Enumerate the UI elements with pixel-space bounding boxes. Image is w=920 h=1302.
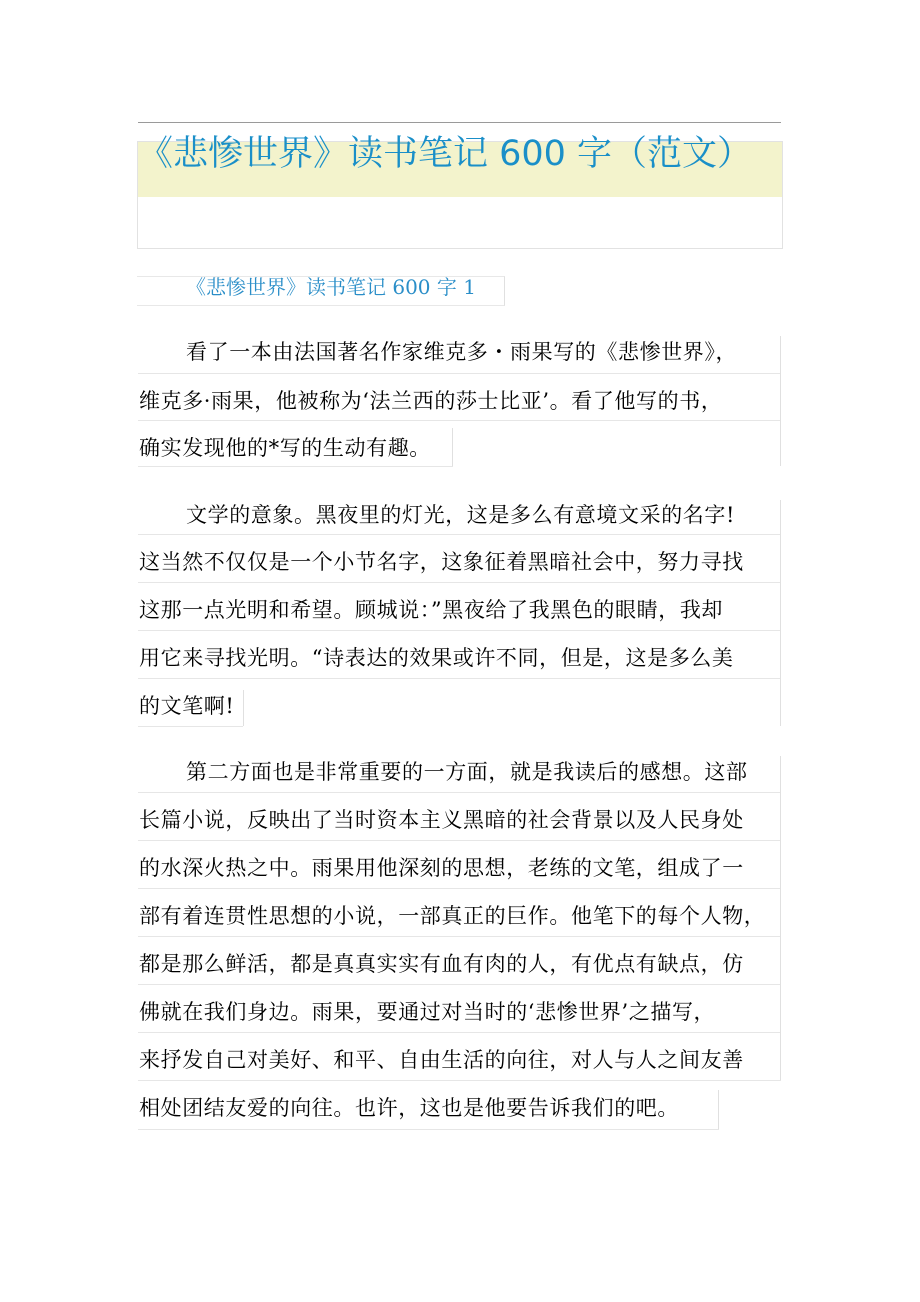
line-guide [138,1129,719,1130]
paragraph-3-line-7: 来抒发自己对美好、和平、自由生活的向往，对人与人之间友善 [139,1048,744,1072]
paragraph-3-line-5: 都是那么鲜活，都是真真实实有血有肉的人，有优点有缺点，仿 [139,952,744,976]
line-guide [138,726,243,727]
paragraph-3-line-1: 第二方面也是非常重要的一方面，就是我读后的感想。这部 [186,760,748,784]
line-guide [138,792,781,793]
line-guide [138,678,781,679]
line-guide [138,630,781,631]
text-box-edge [243,690,244,726]
paragraph-2-line-2: 这当然不仅仅是一个小节名字，这象征着黑暗社会中，努力寻找 [139,550,744,574]
paragraph-1-line-3: 确实发现他的*写的生动有趣。 [139,436,431,460]
text-box-edge [780,336,781,466]
line-guide [138,984,781,985]
paragraph-3-line-3: 的水深火热之中。雨果用他深刻的思想，老练的文笔，组成了一 [139,856,744,880]
paragraph-2-line-1: 文学的意象。黑夜里的灯光，这是多么有意境文采的名字! [186,503,736,527]
text-box-edge [780,500,781,726]
line-guide [138,534,781,535]
paragraph-2-line-3: 这那一点光明和希望。顾城说：”黑夜给了我黑色的眼睛，我却 [139,598,724,622]
text-box-edge [780,756,781,1080]
line-guide [138,936,781,937]
line-guide [138,840,781,841]
paragraph-2-line-5: 的文笔啊! [139,694,235,718]
line-guide [138,420,781,421]
paragraph-1-line-1: 看了一本由法国著名作家维克多・雨果写的《悲惨世界》， [186,340,738,364]
section-heading: 《悲惨世界》读书笔记 600 字 1 [186,275,476,299]
paragraph-3-line-8: 相处团结友爱的向往。也许，这也是他要告诉我们的吧。 [139,1096,679,1120]
paragraph-2-line-4: 用它来寻找光明。“诗表达的效果或许不同，但是，这是多么美 [139,646,734,670]
line-guide [138,1080,781,1081]
paragraph-1-line-2: 维克多·雨果，他被称为‘法兰西的莎士比亚’。看了他写的书， [139,389,723,413]
line-guide [138,582,781,583]
text-box-edge [718,1090,719,1129]
paragraph-3-line-6: 佛就在我们身边。雨果，要通过对当时的‘悲惨世界’之描写， [139,1000,716,1024]
text-box-edge [452,428,453,466]
line-guide [138,466,453,467]
title-top-rule [138,122,781,123]
paragraph-3-line-4: 部有着连贯性思想的小说，一部真正的巨作。他笔下的每个人物， [139,904,766,928]
line-guide [138,888,781,889]
document-title: 《悲惨世界》读书笔记 600 字（范文） [138,134,753,174]
line-guide [138,373,781,374]
paragraph-3-line-2: 长篇小说，反映出了当时资本主义黑暗的社会背景以及人民身处 [139,808,744,832]
line-guide [138,1032,781,1033]
